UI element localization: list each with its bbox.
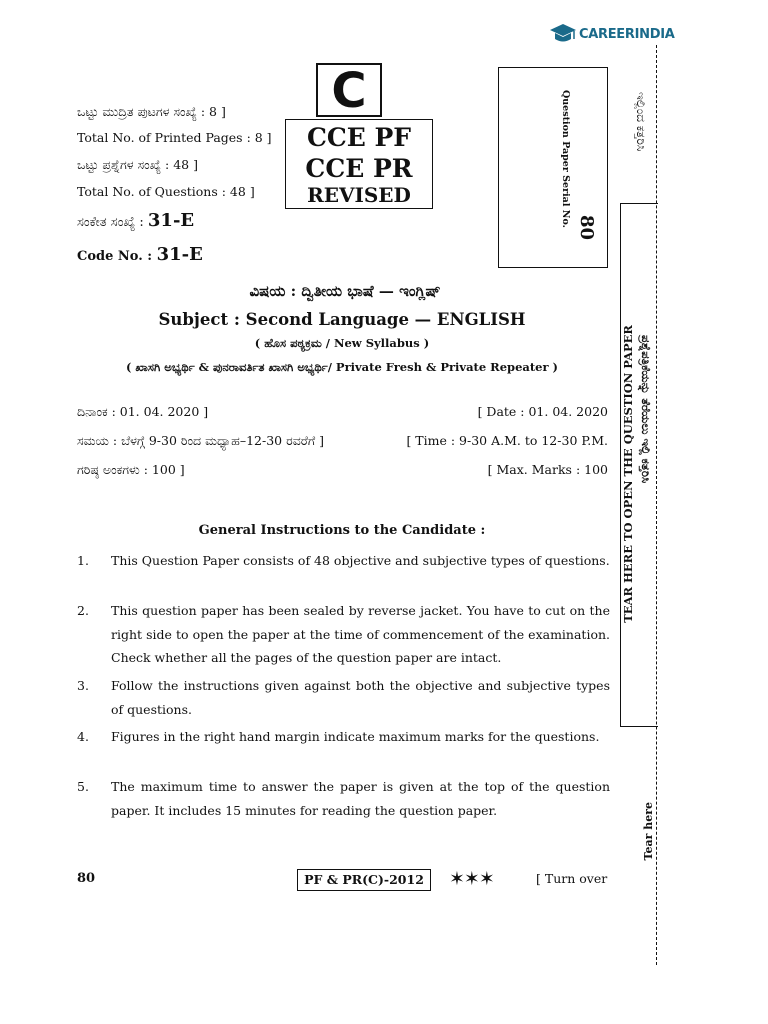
exam-line-3: REVISED <box>307 183 411 207</box>
code-label-kannada: ಸಂಕೇತ ಸಂಖ್ಯೆ : <box>77 215 144 230</box>
instruction-number: 4. <box>77 729 89 744</box>
instruction-text: The maximum time to answer the paper is given at the top of the question paper. It includes 15 minutes for reading the question paper. <box>111 779 610 818</box>
serial-number: 80 <box>576 215 597 241</box>
instructions-title: General Instructions to the Candidate : <box>198 523 486 538</box>
tear-here-label: Tear here <box>642 802 655 861</box>
stars-icon: ✶✶✶ <box>449 868 494 890</box>
syllabus-note: ( ಹೊಸ ಪಠ್ಯಕ್ರಮ / New Syllabus ) <box>254 336 430 350</box>
instruction-text: This question paper has been sealed by reverse jacket. You have to cut on the right side to open the paper at the time of commencement of the examination. Check whether all the pages of the question paper are intact. <box>111 603 610 665</box>
questions-english: Total No. of Questions : 48 ] <box>77 184 255 199</box>
instruction-text: Follow the instructions given against both the objective and subjective types of questions. <box>111 678 610 717</box>
instruction-item <box>77 725 610 749</box>
instruction-item <box>77 674 610 721</box>
graduation-cap-icon <box>549 22 577 46</box>
careerindia-logo <box>549 22 675 46</box>
page-code: 80 <box>77 871 96 886</box>
tear-dashed-line[interactable] <box>656 45 657 965</box>
tear-instruction-english: TEAR HERE TO OPEN THE QUESTION PAPER <box>621 325 635 623</box>
instruction-text: This Question Paper consists of 48 objective and subjective types of questions. <box>111 553 610 568</box>
cut-here-kannada: ಇಲ್ಲಿಂದ ಕತ್ತರಿಸಿ <box>634 92 648 152</box>
paper-code-box: PF & PR(C)-2012 <box>297 869 431 891</box>
questions-kannada: ಒಟ್ಟು ಪ್ರಶ್ನೆಗಳ ಸಂಖ್ಯೆ : 48 ] <box>77 157 198 172</box>
time-kannada: ಸಮಯ : ಬೆಳಗ್ಗೆ 9-30 ರಿಂದ ಮಧ್ಯಾಹ–12-30 ರವರೆಗೆ ] <box>77 433 324 448</box>
instruction-number: 1. <box>77 553 89 568</box>
code-value-english: 31-E <box>156 244 203 265</box>
turn-over-label: [ Turn over <box>536 871 608 886</box>
instruction-item <box>77 599 610 670</box>
code-value-kannada: 31-E <box>147 210 195 231</box>
exam-type-box <box>285 119 433 209</box>
code-number-kannada <box>77 210 194 231</box>
instruction-item <box>77 775 610 822</box>
marks-english: [ Max. Marks : 100 <box>487 462 608 477</box>
printed-pages-english: Total No. of Printed Pages : 8 ] <box>77 130 272 145</box>
date-kannada: ದಿನಾಂಕ : 01. 04. 2020 ] <box>77 404 209 419</box>
version-letter-box: C <box>316 63 382 117</box>
subject-english: Subject : Second Language — ENGLISH <box>158 310 526 329</box>
logo-text: CAREERINDIA <box>579 26 675 42</box>
printed-pages-kannada: ಒಟ್ಟು ಮುದ್ರಿತ ಪುಟಗಳ ಸಂಖ್ಯೆ : 8 ] <box>77 104 226 119</box>
instruction-number: 3. <box>77 678 89 693</box>
code-number-english <box>77 244 203 265</box>
subject-kannada: ವಿಷಯ : ದ್ವಿತೀಯ ಭಾಷೆ — ಇಂಗ್ಲಿಷ್ <box>249 282 441 300</box>
instruction-number: 2. <box>77 603 89 618</box>
code-label-english: Code No. : <box>77 249 153 264</box>
exam-line-1: CCE PF <box>306 123 412 152</box>
serial-number-label: Question Paper Serial No. <box>560 90 571 228</box>
time-english: [ Time : 9-30 A.M. to 12-30 P.M. <box>406 433 608 448</box>
instruction-number: 5. <box>77 779 89 794</box>
candidate-type: ( ಖಾಸಗಿ ಅಭ್ಯರ್ಥಿ & ಪುನರಾವರ್ತಿತ ಖಾಸಗಿ ಅಭ್ಯರ್ಥಿ/ Private Fresh & Private Repeater ) <box>125 360 558 374</box>
exam-line-2: CCE PR <box>305 154 413 183</box>
marks-kannada: ಗರಿಷ್ಠ ಅಂಕಗಳು : 100 ] <box>77 462 185 477</box>
instruction-item <box>77 549 610 573</box>
date-english: [ Date : 01. 04. 2020 <box>477 404 608 419</box>
instruction-text: Figures in the right hand margin indicate maximum marks for the questions. <box>111 729 600 744</box>
tear-instruction-kannada: ಪ್ರಶ್ನೆಪತ್ರಿಕೆಯನ್ನು ತೆರೆಯಲು ಇಲ್ಲಿ ಕತ್ತರಿಸಿ <box>639 335 653 484</box>
